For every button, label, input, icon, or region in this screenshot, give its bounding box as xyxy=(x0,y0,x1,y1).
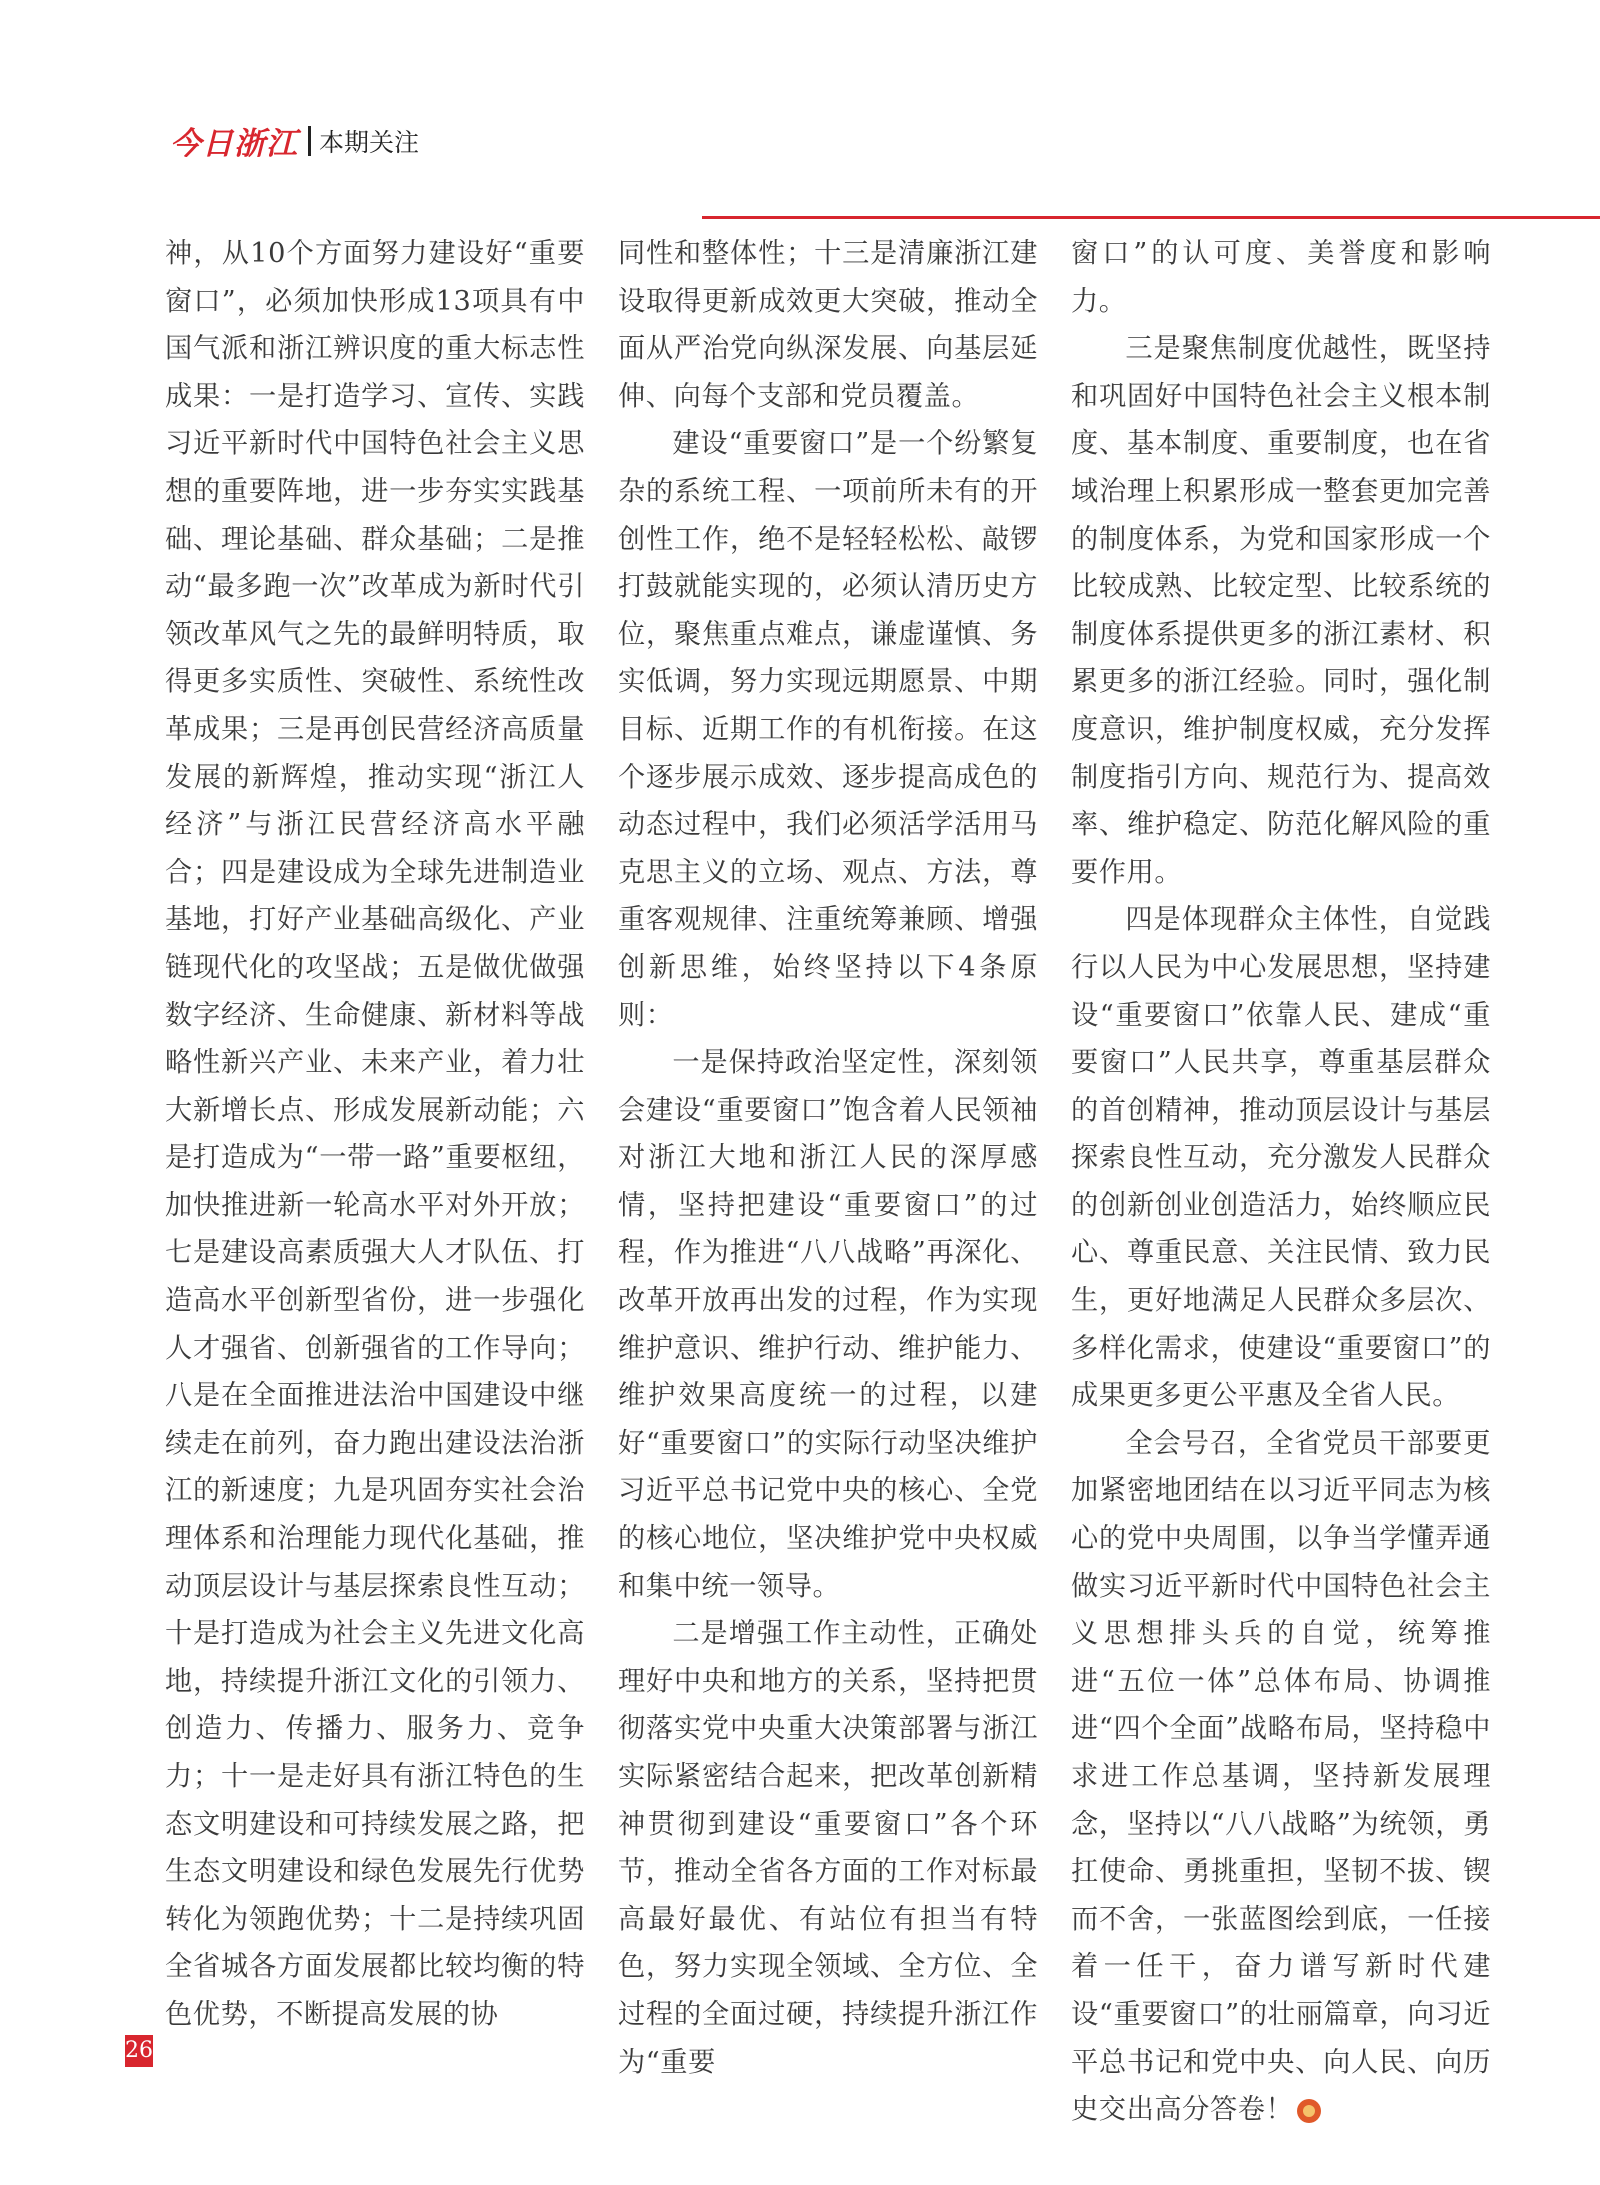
paragraph: 建设“重要窗口”是一个纷繁复杂的系统工程、一项前所未有的开创性工作，绝不是轻轻松松、敲锣打鼓就能实现的，必须认清历史方位，聚焦重点难点，谦虚谨慎、务实低调，努力实现远期愿景、中期目标、近期工作的有机衔接。在这个逐步展示成效、逐步提高成色的动态过程中，我们必须活学活用马克思主义的立场、观点、方法，尊重客观规律、注重统筹兼顾、增强创新思维，始终坚持以下4条原则： xyxy=(618,428,1038,1031)
text-column-1 xyxy=(165,230,585,2039)
paragraph: 窗口”的认可度、美誉度和影响力。 xyxy=(1071,238,1491,317)
text-column-2 xyxy=(618,230,1038,2086)
paragraph: 神，从10个方面努力建设好“重要窗口”，必须加快形成13项具有中国气派和浙江辨识度的重大标志性成果：一是打造学习、宣传、实践习近平新时代中国特色社会主义思想的重要阵地，进一步夯实实践基础、理论基础、群众基础；二是推动“最多跑一次”改革成为新时代引领改革风气之先的最鲜明特质，取得更多实质性、突破性、系统性改革成果；三是再创民营经济高质量发展的新辉煌，推动实现“浙江人经济”与浙江民营经济高水平融合；四是建设成为全球先进制造业基地，打好产业基础高级化、产业链现代化的攻坚战；五是做优做强数字经济、生命健康、新材料等战略性新兴产业、未来产业，着力壮大新增长点、形成发展新动能；六是打造成为“一带一路”重要枢纽，加快推进新一轮高水平对外开放；七是建设高素质强大人才队伍、打造高水平创新型省份，进一步强化人才强省、创新强省的工作导向；八是在全面推进法治中国建设中继续走在前列，奋力跑出建设法治浙江的新速度；九是巩固夯实社会治理体系和治理能力现代化基础，推动顶层设计与基层探索良性互动；十是打造成为社会主义先进文化高地，持续提升浙江文化的引领力、创造力、传播力、服务力、竞争力；十一是走好具有浙江特色的生态文明建设和可持续发展之路，把生态文明建设和绿色发展先行优势转化为领跑优势；十二是持续巩固全省城各方面发展都比较均衡的特色优势，不断提高发展的协 xyxy=(165,238,585,2030)
paragraph: 四是体现群众主体性，自觉践行以人民为中心发展思想，坚持建设“重要窗口”依靠人民、建成“重要窗口”人民共享，尊重基层群众的首创精神，推动顶层设计与基层探索良性互动，充分激发人民群众的创新创业创造活力，始终顺应民心、尊重民意、关注民情、致力民生，更好地满足人民群众多层次、多样化需求，使建设“重要窗口”的成果更多更公平惠及全省人民。 xyxy=(1071,904,1491,1412)
text-column-3 xyxy=(1071,230,1491,2134)
paragraph: 二是增强工作主动性，正确处理好中央和地方的关系，坚持把贯彻落实党中央重大决策部署与浙江实际紧密结合起来，把改革创新精神贯彻到建设“重要窗口”各个环节，推动全省各方面的工作对标最高最好最优、有站位有担当有特色，努力实现全领域、全方位、全过程的全面过硬，持续提升浙江作为“重要 xyxy=(618,1618,1038,2078)
paragraph: 同性和整体性；十三是清廉浙江建设取得更新成效更大突破，推动全面从严治党向纵深发展、向基层延伸、向每个支部和党员覆盖。 xyxy=(618,238,1038,412)
red-rule xyxy=(702,216,1600,219)
logo-end-icon xyxy=(1297,2099,1321,2123)
page-header xyxy=(170,118,419,163)
paragraph: 三是聚焦制度优越性，既坚持和巩固好中国特色社会主义根本制度、基本制度、重要制度，也在省域治理上积累形成一整套更加完善的制度体系，为党和国家形成一个比较成熟、比较定型、比较系统的制度体系提供更多的浙江素材、积累更多的浙江经验。同时，强化制度意识，维护制度权威，充分发挥制度指引方向、规范行为、提高效率、维护稳定、防范化解风险的重要作用。 xyxy=(1071,333,1491,888)
section-title: 本期关注 xyxy=(319,127,420,157)
paragraph: 一是保持政治坚定性，深刻领会建设“重要窗口”饱含着人民领袖对浙江大地和浙江人民的深厚感情，坚持把建设“重要窗口”的过程，作为推进“八八战略”再深化、改革开放再出发的过程，作为实现维护意识、维护行动、维护能力、维护效果高度统一的过程，以建好“重要窗口”的实际行动坚决维护习近平总书记党中央的核心、全党的核心地位，坚决维护党中央权威和集中统一领导。 xyxy=(618,1047,1038,1602)
magazine-logo: 今日浙江 xyxy=(170,126,298,162)
paragraph-text: 全会号召，全省党员干部要更加紧密地团结在以习近平同志为核心的党中央周围，以争当学懂弄通做实习近平新时代中国特色社会主义思想排头兵的自觉，统筹推进“五位一体”总体布局、协调推进“四个全面”战略布局，坚持稳中求进工作总基调，坚持新发展理念，坚持以“八八战略”为统领，勇扛使命、勇挑重担，坚韧不拔、锲而不舍，一张蓝图绘到底，一任接着一任干，奋力谱写新时代建设“重要窗口”的壮丽篇章，向习近平总书记和党中央、向人民、向历史交出高分答卷！ xyxy=(1071,1427,1491,2126)
last-paragraph xyxy=(1071,1420,1491,2134)
page-number: 26 xyxy=(125,2035,153,2067)
header-divider xyxy=(308,126,311,156)
